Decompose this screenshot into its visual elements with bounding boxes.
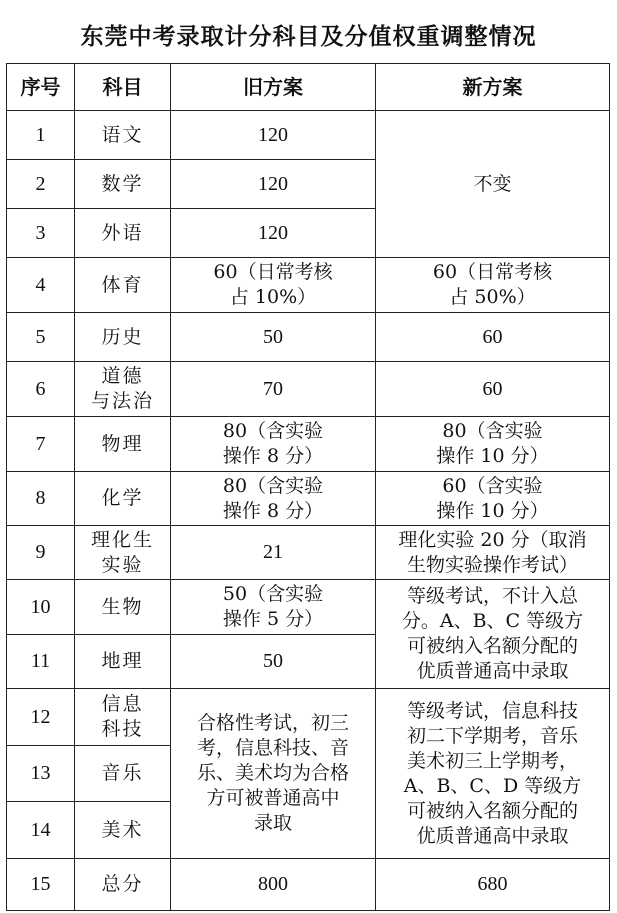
row-new: 等级考试，不计入总 分。A、B、C 等级方 可被纳入名额分配的 优质普通高中录取	[376, 580, 610, 689]
header-subject: 科目	[75, 64, 171, 111]
table-row	[7, 362, 610, 417]
header-new-plan: 新方案	[376, 64, 610, 111]
row-old: 80（含实验 操作 8 分）	[171, 472, 376, 526]
row-no: 7	[7, 417, 75, 472]
table-row	[7, 111, 610, 160]
row-new: 不变	[376, 111, 610, 258]
header-old-plan: 旧方案	[171, 64, 376, 111]
row-old: 21	[171, 526, 376, 580]
row-old: 80（含实验 操作 8 分）	[171, 417, 376, 472]
row-new: 60	[376, 313, 610, 362]
row-no: 1	[7, 111, 75, 160]
table-row	[7, 689, 610, 746]
score-table	[6, 63, 610, 911]
row-subject: 外语	[75, 209, 171, 258]
row-no: 14	[7, 802, 75, 859]
table-row	[7, 580, 610, 635]
row-old: 120	[171, 209, 376, 258]
row-old: 50	[171, 635, 376, 689]
row-old: 合格性考试，初三 考，信息科技、音 乐、美术均为合格 方可被普通高中 录取	[171, 689, 376, 859]
row-subject: 语文	[75, 111, 171, 160]
row-subject: 地理	[75, 635, 171, 689]
row-no: 6	[7, 362, 75, 417]
page-title: 东莞中考录取计分科目及分值权重调整情况	[80, 23, 537, 50]
row-no: 3	[7, 209, 75, 258]
row-new: 60	[376, 362, 610, 417]
row-new: 理化实验 20 分（取消 生物实验操作考试）	[376, 526, 610, 580]
row-old: 50（含实验 操作 5 分）	[171, 580, 376, 635]
row-no: 10	[7, 580, 75, 635]
row-subject: 生物	[75, 580, 171, 635]
row-no: 15	[7, 859, 75, 911]
row-new: 等级考试，信息科技 初二下学期考，音乐 美术初三上学期考， A、B、C、D 等级方 可被纳入名额分配的 优质普通高中录取	[376, 689, 610, 859]
header-row	[7, 64, 610, 111]
row-old: 120	[171, 160, 376, 209]
row-subject: 数学	[75, 160, 171, 209]
row-no: 4	[7, 258, 75, 313]
row-new: 680	[376, 859, 610, 911]
row-new: 60（日常考核 占 50%）	[376, 258, 610, 313]
row-subject: 信息 科技	[75, 689, 171, 746]
table-row	[7, 859, 610, 911]
row-subject: 物理	[75, 417, 171, 472]
row-no: 11	[7, 635, 75, 689]
header-no: 序号	[7, 64, 75, 111]
row-old: 60（日常考核 占 10%）	[171, 258, 376, 313]
table-row	[7, 258, 610, 313]
table-row	[7, 313, 610, 362]
row-no: 5	[7, 313, 75, 362]
row-new: 60（含实验 操作 10 分）	[376, 472, 610, 526]
row-subject: 美术	[75, 802, 171, 859]
row-no: 2	[7, 160, 75, 209]
row-no: 9	[7, 526, 75, 580]
row-subject: 道德 与法治	[75, 362, 171, 417]
row-old: 70	[171, 362, 376, 417]
row-subject: 音乐	[75, 746, 171, 802]
row-no: 8	[7, 472, 75, 526]
row-subject: 化学	[75, 472, 171, 526]
table-row	[7, 472, 610, 526]
row-old: 50	[171, 313, 376, 362]
row-no: 12	[7, 689, 75, 746]
table-row	[7, 417, 610, 472]
row-subject: 历史	[75, 313, 171, 362]
table-row	[7, 526, 610, 580]
row-no: 13	[7, 746, 75, 802]
row-subject: 体育	[75, 258, 171, 313]
row-subject: 总分	[75, 859, 171, 911]
row-old: 800	[171, 859, 376, 911]
row-old: 120	[171, 111, 376, 160]
row-subject: 理化生 实验	[75, 526, 171, 580]
row-new: 80（含实验 操作 10 分）	[376, 417, 610, 472]
